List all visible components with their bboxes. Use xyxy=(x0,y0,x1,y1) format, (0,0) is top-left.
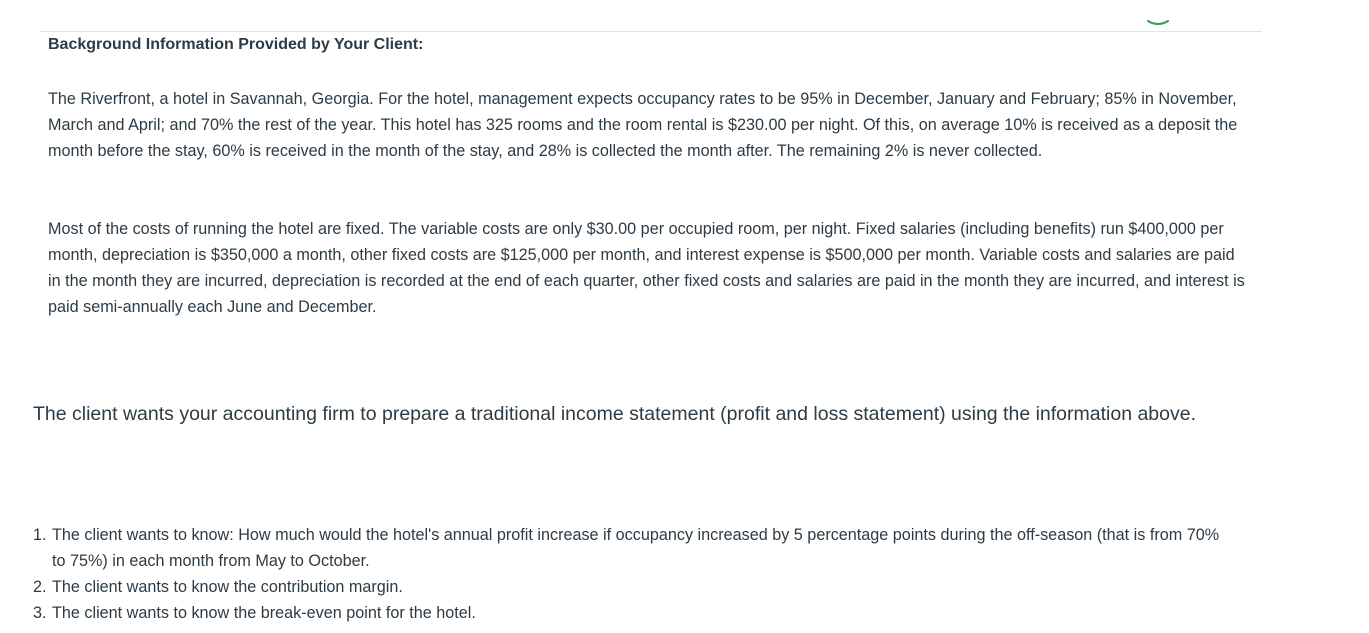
question-number: 2. xyxy=(33,578,47,596)
list-item xyxy=(33,600,1233,626)
green-arc-icon xyxy=(1146,18,1170,28)
background-heading: Background Information Provided by Your Client: xyxy=(48,36,424,53)
question-text: The client wants to know: How much would the hotel's annual profit increase if occupancy increased by 5 percentage points during the off-season (that is from 70% to 75%) in each month from May to October. xyxy=(52,526,1220,570)
hotel-description-paragraph: The Riverfront, a hotel in Savannah, Georgia. For the hotel, management expects occupancy rates to be 95% in December, January and February; 85% in November, March and April; and 70% the rest of the year. This hotel has 325 rooms and the room rental is $230.00 per night. Of this, on average 10% is received as a deposit the month before the stay, 60% is received in the month of the stay, and 28% is collected the month after. The remaining 2% is never collected. xyxy=(48,90,1238,160)
question-number: 1. xyxy=(33,526,47,544)
task-statement: The client wants your accounting firm to prepare a traditional income statement (profit and loss statement) using the information above. xyxy=(33,403,1197,425)
question-text: The client wants to know the break-even point for the hotel. xyxy=(52,604,476,622)
list-item xyxy=(33,522,1233,574)
questions-list xyxy=(33,522,1233,626)
top-divider xyxy=(40,31,1262,32)
list-item xyxy=(33,574,1233,600)
question-number: 3. xyxy=(33,604,47,622)
question-text: The client wants to know the contribution margin. xyxy=(52,578,403,596)
cost-structure-paragraph: Most of the costs of running the hotel are fixed. The variable costs are only $30.00 per occupied room, per night. Fixed salaries (including benefits) run $400,000 per month, depreciation is $350,000 a month, other fixed costs are $125,000 per month, and interest expense is $500,000 per month. Variable costs and salaries are paid in the month they are incurred, depreciation is recorded at the end of each quarter, other fixed costs and salaries are paid in the month they are incurred, and interest is paid semi-annually each June and December. xyxy=(48,220,1245,316)
